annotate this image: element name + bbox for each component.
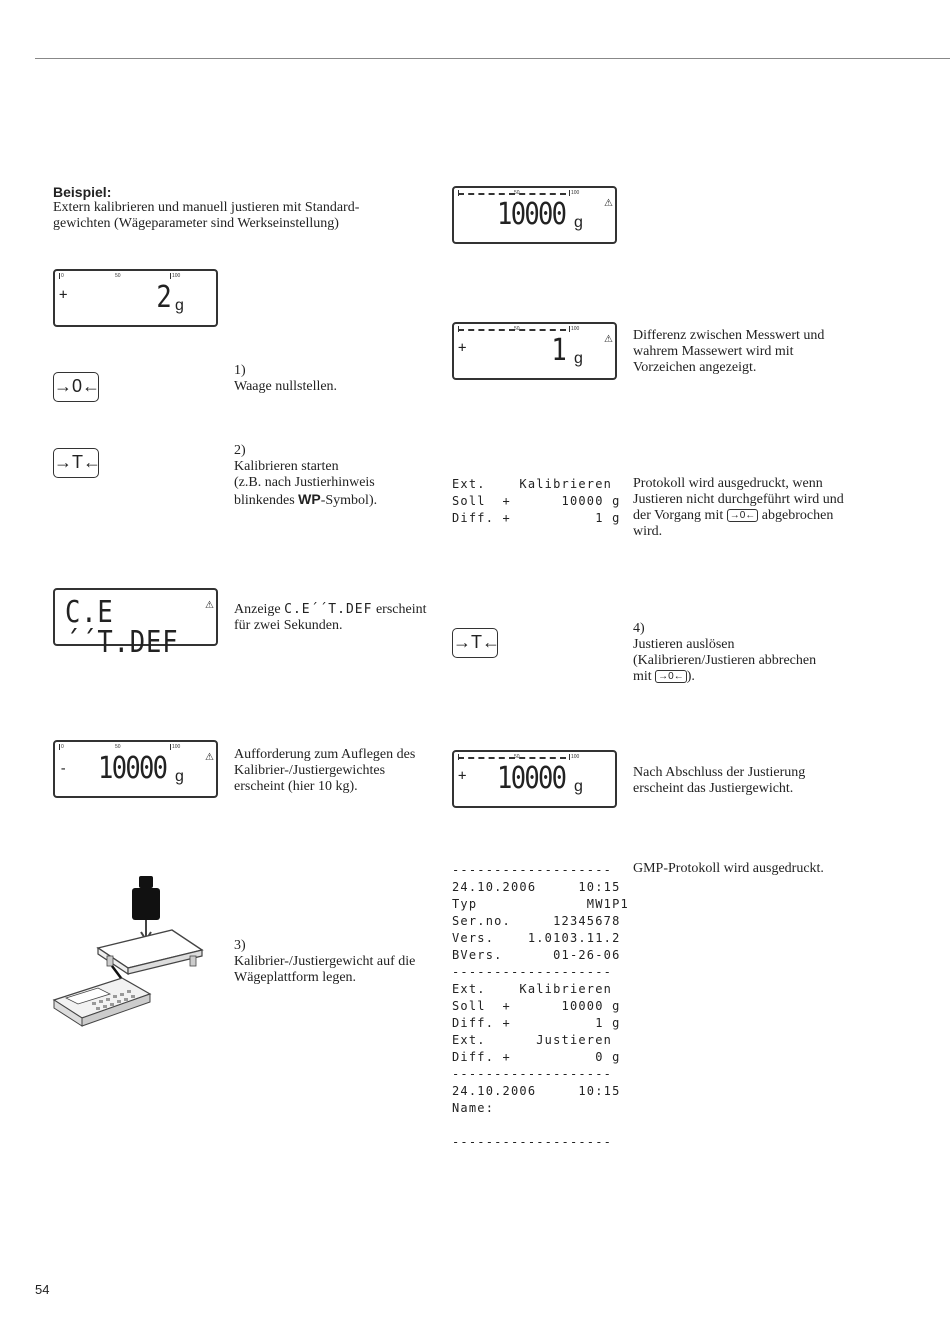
step-1-text: 1) Waage nullstellen.	[234, 363, 338, 394]
display-value: 10000	[496, 761, 565, 796]
display-sign: +	[458, 340, 467, 356]
scale-tick	[59, 744, 60, 750]
balance-display-cextdef	[53, 588, 218, 660]
display-unit: g	[574, 214, 583, 231]
scale-mid-label: 50	[514, 754, 520, 760]
scale-tick	[569, 190, 570, 196]
zero-key-icon[interactable]: →0←	[53, 372, 99, 402]
balance-display-calibrating	[452, 186, 617, 244]
cextdef-code: C.E´´T.DEF	[65, 595, 179, 660]
step-4-text-1: 4) Justieren auslösen (Kalibrieren/Justieren abbrechen mit	[633, 621, 817, 684]
display-unit: g	[574, 350, 583, 367]
scale-tick	[59, 273, 60, 279]
scale-mid-label: 50	[115, 744, 121, 750]
weight-body	[132, 888, 160, 920]
cextdef-inline-code: C.E´´T.DEF	[284, 602, 373, 617]
balance-with-weight-image	[52, 870, 212, 1030]
page-number: 54	[35, 1282, 50, 1297]
cextdef-text	[234, 602, 434, 634]
bargraph	[458, 754, 566, 760]
scale-max-label: 100	[172, 744, 181, 750]
bargraph	[458, 190, 566, 196]
gmp-printout: ------------------- 24.10.2006 10:15 Typ MW1P1 Ser.no. 12345678 Vers. 1.0103.11.2 BVers. 01-26-06 ------------------- Ext. Kalibrieren Soll + 10000 g Diff. + 1 g Ext. Justieren Diff. + 0 g ------------------- 24.10.2006 10:15 Name: -------------------	[452, 863, 629, 1149]
balance-display-difference	[452, 322, 617, 380]
protocol-text-1: Protokoll wird ausgedruckt, wenn Justieren nicht durchgeführt wird und der Vorgang mit	[633, 476, 844, 523]
tare-key-icon[interactable]: →T←	[452, 628, 498, 658]
scale-min-label: 0	[61, 273, 64, 279]
warning-icon: ⚠	[205, 600, 214, 611]
scale-tick	[170, 744, 171, 750]
example-heading: Beispiel:	[53, 184, 112, 200]
display-value: 10000	[496, 197, 565, 232]
prompt-text: Aufforderung zum Auflegen des Kalibrier-/Justiergewichtes erscheint (hier 10 kg).	[234, 747, 416, 794]
display-sign: -	[59, 761, 68, 777]
display-sign: +	[59, 287, 68, 303]
step-3-text: 3) Kalibrier-/Justiergewicht auf die Wägeplattform legen.	[234, 938, 416, 985]
scale-max-label: 100	[571, 190, 580, 196]
balance-illustration-icon	[52, 870, 212, 1030]
step-2-suffix: -Symbol).	[320, 493, 378, 508]
step-4-text-2: ).	[686, 669, 695, 684]
example-block	[53, 184, 413, 232]
bargraph	[458, 326, 566, 332]
scale-tick	[569, 754, 570, 760]
display-sign: +	[458, 768, 467, 784]
difference-text: Differenz zwischen Messwert und wahrem Massewert wird mit Vorzeichen angezeigt.	[633, 328, 825, 375]
scale-mid-label: 50	[514, 190, 520, 196]
zero-key-inline-icon: →0←	[655, 670, 687, 683]
cextdef-suffix: erscheint für zwei Sekunden.	[234, 602, 427, 633]
example-description: Extern kalibrieren und manuell justieren mit Standard- gewichten (Wägeparameter sind Werkseinstellung)	[53, 200, 360, 231]
balance-display-adjusted	[452, 750, 617, 808]
scale-max-label: 100	[172, 273, 181, 279]
scale-max-label: 100	[571, 326, 580, 332]
protocol-text	[633, 476, 873, 540]
scale-min-label: 0	[61, 744, 64, 750]
adjusted-text: Nach Abschluss der Justierung erscheint das Justiergewicht.	[633, 765, 806, 796]
warning-icon: ⚠	[604, 198, 613, 209]
wp-symbol: WP	[298, 491, 321, 507]
warning-icon: ⚠	[205, 752, 214, 763]
step-4-text	[633, 621, 873, 685]
weight-knob	[139, 876, 153, 888]
scale-mid-label: 50	[514, 326, 520, 332]
scale-tick	[170, 273, 171, 279]
display-unit: g	[574, 778, 583, 795]
display-value: 1	[551, 333, 565, 368]
display-unit: g	[175, 297, 184, 314]
calibration-printout: Ext. Kalibrieren Soll + 10000 g Diff. + 1 g	[452, 477, 621, 525]
balance-display-prompt	[53, 740, 218, 798]
cextdef-prefix: Anzeige	[234, 602, 285, 617]
gmp-text: GMP-Protokoll wird ausgedruckt.	[633, 861, 824, 876]
zero-key-inline-icon: →0←	[727, 509, 759, 522]
tare-key-icon[interactable]: →T←	[53, 448, 99, 478]
step-2-label: 2) Kalibrieren starten (z.B. nach Justierhinweis blinkendes	[234, 443, 375, 508]
display-unit: g	[175, 768, 184, 785]
display-value: 10000	[97, 751, 166, 786]
protocol-text-2: abgebrochen wird.	[633, 508, 834, 539]
balance-display-zero-step	[53, 269, 218, 327]
top-rule	[35, 58, 950, 59]
step-2-text	[234, 443, 434, 509]
scale-max-label: 100	[571, 754, 580, 760]
display-value: 2	[156, 280, 170, 315]
warning-icon: ⚠	[604, 334, 613, 345]
scale-mid-label: 50	[115, 273, 121, 279]
scale-tick	[569, 326, 570, 332]
